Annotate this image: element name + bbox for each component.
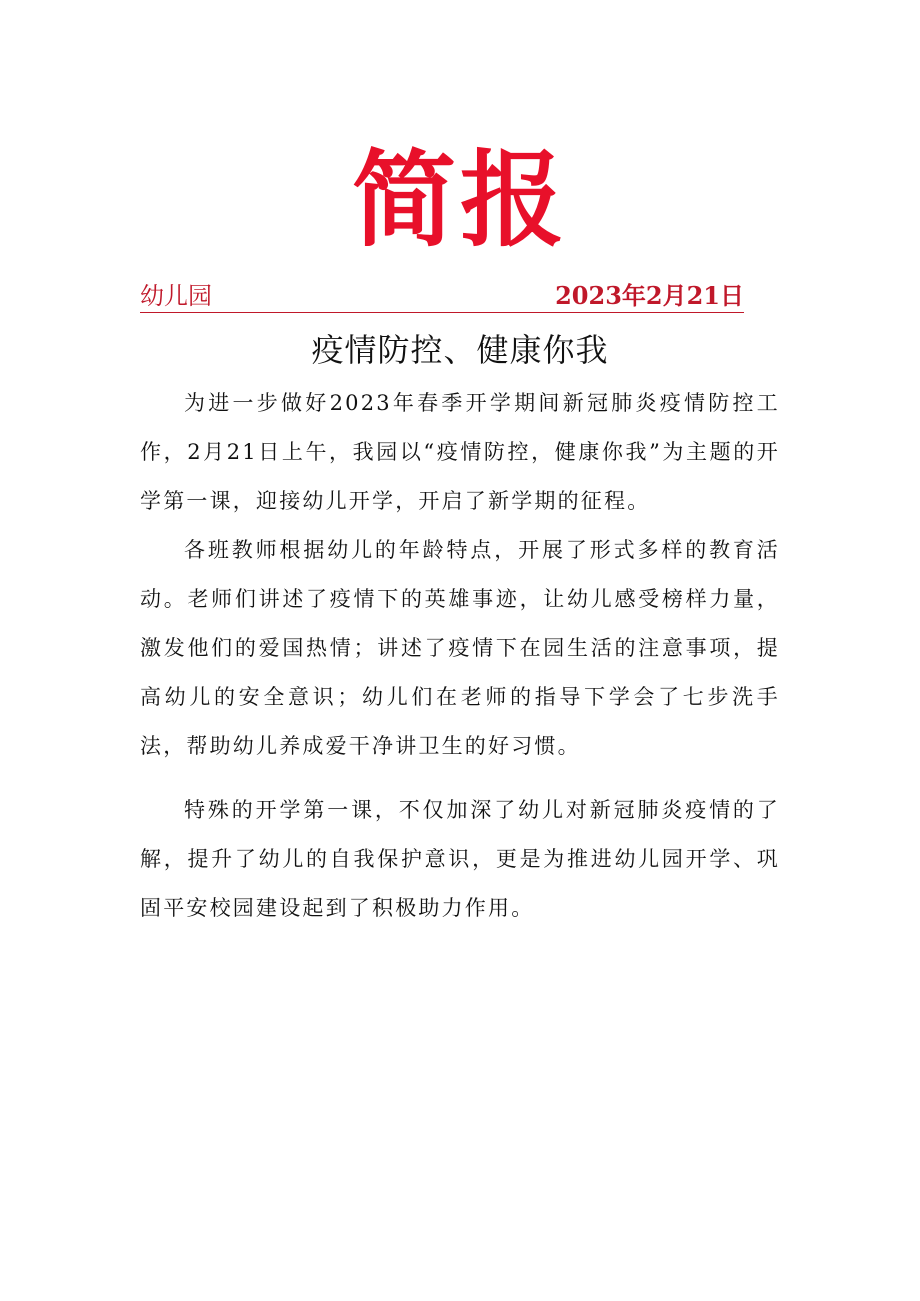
- article-paragraph-1: 为进一步做好2023年春季开学期间新冠肺炎疫情防控工作，2月21日上午，我园以“疫情防控，健康你我”为主题的开学第一课，迎接幼儿开学，开启了新学期的征程。: [140, 391, 780, 513]
- masthead-title: 简报: [351, 139, 568, 261]
- article-paragraph-2: 各班教师根据幼儿的年龄特点，开展了形式多样的教育活动。老师们讲述了疫情下的英雄事迹，让幼儿感受榜样力量，激发他们的爱国热情；讲述了疫情下在园生活的注意事项，提高幼儿的安全意识；幼儿们在老师的指导下学会了七步洗手法，帮助幼儿养成爱干净讲卫生的好习惯。: [140, 538, 780, 758]
- article-paragraph-3: 特殊的开学第一课，不仅加深了幼儿对新冠肺炎疫情的了解，提升了幼儿的自我保护意识，更是为推进幼儿园开学、巩固平安校园建设起到了积极助力作用。: [140, 798, 780, 920]
- masthead-meta-row: [140, 280, 744, 313]
- issue-date: 2023年2月21日: [555, 281, 744, 310]
- article-headline: 疫情防控、健康你我: [311, 331, 609, 369]
- organization-name: 幼儿园: [140, 282, 212, 310]
